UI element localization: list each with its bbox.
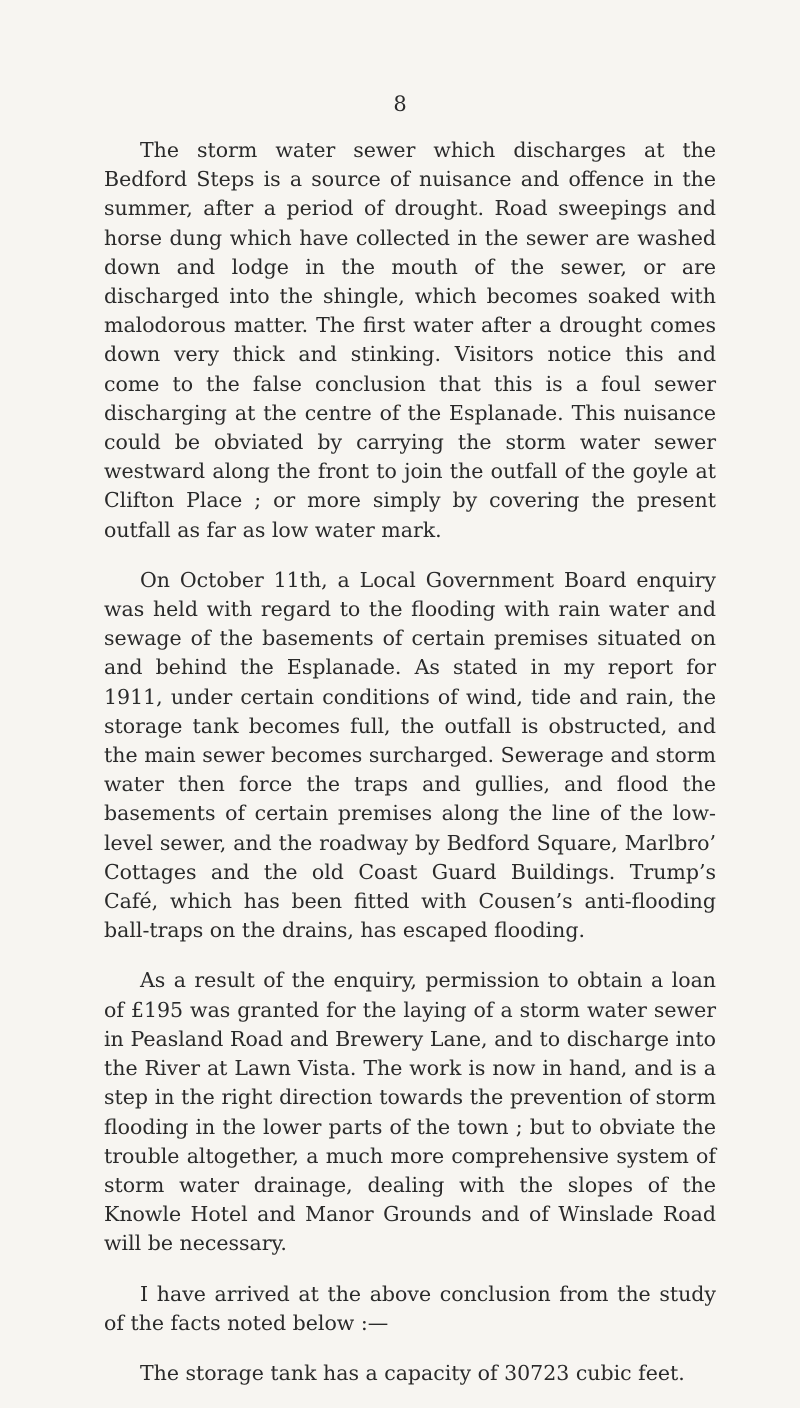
body-text [104,136,716,1388]
page-number: 8 [393,92,407,116]
paragraph-loan-result: As a result of the enquiry, permission to obtain a loan of £195 was granted for the laying of a storm water sewer in Peasland Road and Brewery Lane, and to discharge into the River at Lawn Vista. The work is now in hand, and is a step in the right direction towards the prevention of storm flooding in the lower parts of the town ; but to obviate the trouble altogether, a much more comprehensive system of storm water drainage, dealing with the slopes of the Knowle Hotel and Manor Grounds and of Winslade Road will be necessary. [104,968,716,1256]
paragraph-flooding-enquiry: On October 11th, a Local Government Board enquiry was held with regard to the flooding with rain water and sewage of the basements of certain premises situated on and behind the Esplanade. As stated in my report for 1911, under certain conditions of wind, tide and rain, the storage tank becomes full, the outfall is obstructed, and the main sewer becomes surcharged. Sewerage and storm water then force the traps and gullies, and flood the basements of certain premises along the line of the low-level sewer, and the roadway by Bedford Square, Marlbro’ Cottages and the old Coast Guard Buildings. Trump’s Café, which has been fitted with Cousen’s anti-flooding ball-traps on the drains, has escaped flooding. [104,567,716,943]
paragraph-storage-tank: The storage tank has a capacity of 30723 cubic feet. [140,1360,685,1385]
paragraph-conclusion-intro: I have arrived at the above conclusion from the study of the facts noted below :— [104,1281,716,1335]
paragraph-storm-sewer-nuisance: The storm water sewer which discharges at the Bedford Steps is a source of nuisance and offence in the summer, after a period of drought. Road sweepings and horse dung which have collected in the sewer are washed down and lodge in the mouth of the sewer, or are discharged into the shingle, which becomes soaked with malodorous matter. The first water after a drought comes down very thick and stinking. Visitors notice this and come to the false conclusion that this is a foul sewer discharging at the centre of the Esplanade. This nuisance could be obviated by carrying the storm water sewer westward along the front to join the outfall of the goyle at Clifton Place ; or more simply by covering the present outfall as far as low water mark. [104,138,716,542]
